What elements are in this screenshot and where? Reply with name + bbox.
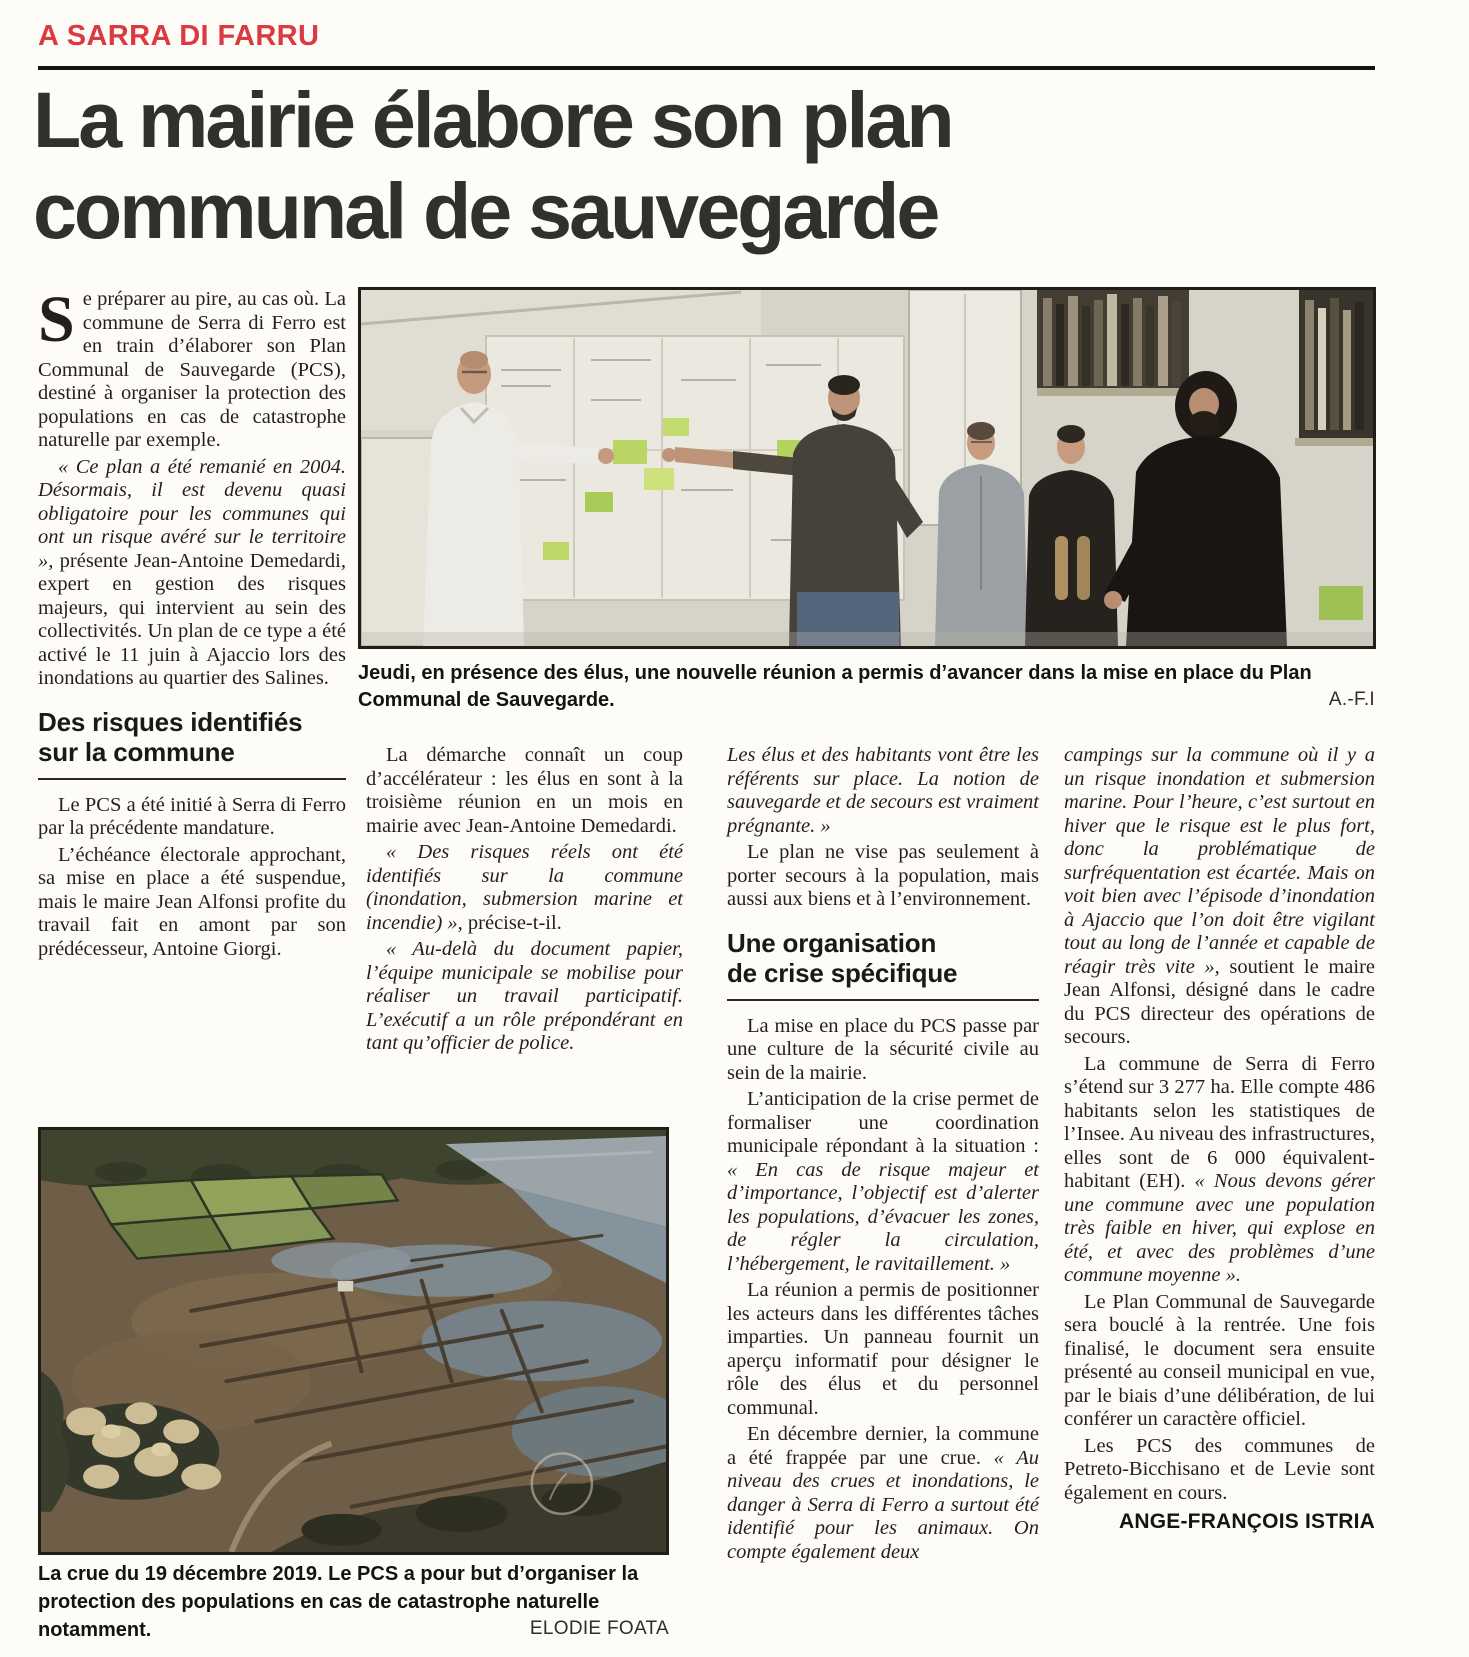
paragraph: Le Plan Communal de Sauvegarde sera bouclé à la rentrée. Une fois finalisé, le document sera ensuite présenté au conseil municipal en vue, par le biais d’une délibération, de lui conférer un caractère officiel.: [1064, 1290, 1375, 1430]
paragraph: Les PCS des communes de Petreto-Bicchisano et de Levie sont également en cours.: [1064, 1434, 1375, 1504]
paragraph: [1064, 744, 1375, 1050]
paragraph: La réunion a permis de positionner les acteurs dans les différentes tâches imparties. Un panneau fournit un aperçu informatif pour désigner le rôle des élus et du personnel communal.: [727, 1279, 1039, 1419]
quote-text: « Au niveau des crues et inondations, le danger à Serra di Ferro a surtout été identifié pour les animaux. On compte également deux: [727, 1446, 1039, 1563]
kicker-rule: [38, 66, 1375, 70]
paragraph-text: La commune de Serra di Ferro s’étend sur 3 277 ha. Elle compte 486 habitants selon les statistiques de l’Insee. Au niveau des infrastructures, elles sont de 6 000 équivalent-habitant (EH).: [1064, 1052, 1375, 1192]
subhead-line1: Une organisation: [727, 927, 937, 958]
subhead-rule: [727, 999, 1039, 1001]
meeting-photo: [358, 287, 1376, 649]
paragraph-text: En décembre dernier, la commune a été frappée par une crue.: [727, 1423, 1039, 1469]
paragraph: [1064, 1053, 1375, 1288]
quote-text: « En cas de risque majeur et d’importance, l’objectif est d’alerter les populations, d’évacuer les zones, de régler la circulation, l’hébergement, le ravitaillement. »: [727, 1158, 1039, 1275]
subhead-rule: [38, 778, 346, 780]
paragraph-text: précise-t-il.: [462, 911, 562, 934]
paragraph: Le plan ne vise pas seulement à porter secours à la population, mais aussi aux biens et à l’environnement.: [727, 841, 1039, 910]
meeting-caption: [358, 660, 1375, 714]
drop-cap: S: [38, 283, 75, 356]
column-3: [727, 744, 1039, 1567]
paragraph: [727, 744, 1039, 838]
subhead-organisation-crise: [727, 928, 1039, 988]
headline: [33, 74, 952, 256]
kicker: A SARRA DI FARRU: [38, 20, 320, 52]
column-1: [38, 283, 346, 964]
author-byline: ANGE-FRANÇOIS ISTRIA: [1119, 1510, 1375, 1533]
paragraph-text: L’anticipation de la crise permet de formaliser une coordination municipale répondant à la situation :: [727, 1088, 1039, 1157]
paragraph: La démarche connaît un coup d’accélérateur : les élus en sont à la troisième réunion en un mois en mairie avec Jean-Antoine Demedardi.: [366, 744, 683, 837]
headline-line2: communal de sauvegarde: [33, 166, 938, 255]
headline-line1: La mairie élabore son plan: [33, 75, 952, 164]
meeting-photo-graphic: [361, 290, 1373, 646]
quote-text: Les élus et des habitants vont être les référents sur place. La notion de sauvegarde et de secours est vraiment prégnante. »: [727, 744, 1039, 837]
paragraph: Le PCS a été initié à Serra di Ferro par la précédente mandature.: [38, 793, 346, 839]
column-2: [366, 744, 683, 1059]
subhead-line2: de crise spécifique: [727, 957, 958, 988]
paragraph: L’échéance électorale approchant, sa mise en place a été suspendue, mais le maire Jean Alfonsi profite du travail fait en amont par son prédécesseur, Antoine Giorgi.: [38, 843, 346, 960]
quote-text: « Au-delà du document papier, l’équipe municipale se mobilise pour réaliser un travail participatif. L’exécutif a un rôle prépondérant en tant qu’officier de police.: [366, 938, 683, 1054]
paragraph: [727, 1088, 1039, 1276]
paragraph: [366, 841, 683, 935]
flood-caption: [38, 1560, 669, 1644]
quote-text: « Des risques réels ont été identifiés sur la commune (inondation, submersion marine et incendie) »,: [366, 841, 683, 934]
subhead-line1: Des risques identifiés: [38, 706, 303, 737]
caption-text: Jeudi, en présence des élus, une nouvelle réunion a permis d’avancer dans la mise en place du Plan Communal de Sauvegarde.: [358, 662, 1312, 711]
paragraph: [366, 938, 683, 1056]
subhead-line2: sur la commune: [38, 736, 235, 767]
paragraph: [38, 456, 346, 691]
paragraph-text: soutient le maire Jean Alfonsi, désigné dans le cadre du PCS directeur des opérations de secours.: [1064, 955, 1375, 1048]
caption-text: La crue du 19 décembre 2019. Le PCS a pour but d’organiser la protection des populations en cas de catastrophe naturelle notamment.: [38, 1563, 639, 1641]
column-4: [1064, 744, 1375, 1534]
flood-photo: [38, 1127, 669, 1555]
paragraph-text: e préparer au pire, au cas où. La commune de Serra di Ferro est en train d’élaborer son Plan Communal de Sauvegarde (PCS), destiné à organiser la protection des populations en cas de catastrophe naturelle par exemple.: [38, 288, 346, 451]
subhead-risques-identifies: [38, 707, 346, 767]
paragraph: La mise en place du PCS passe par une culture de la sécurité civile au sein de la mairie.: [727, 1014, 1039, 1084]
paragraph: [727, 1423, 1039, 1564]
lead-paragraph: [38, 283, 346, 453]
paragraph-text: présente Jean-Antoine Demedardi, expert en gestion des risques majeurs, qui intervient au sein des collectivités. Un plan de ce type a été activé le 11 juin à Ajaccio lors des inondations au quartier des Salines.: [38, 549, 346, 689]
quote-text: « Ce plan a été remanié en 2004. Désormais, il est devenu quasi obligatoire pour les communes qui ont un risque avéré sur le territoire »,: [38, 455, 346, 572]
photo-credit: ELODIE FOATA: [529, 1618, 669, 1639]
quote-text: « Nous devons gérer une commune avec une population très faible en hiver, qui explose en été, et avec des problèmes d’une commune moyenne ».: [1064, 1170, 1375, 1286]
photo-credit: A.-F.I: [1328, 689, 1375, 710]
quote-text: campings sur la commune où il y a un risque inondation et submersion marine. Pour l’heure, c’est surtout en hiver que le risque est le plus fort, donc la problématique de surfréquentation est écartée. Mais on voit bien avec l’épisode d’inondation à Ajaccio que l’on doit être vigilant tout au long de l’année et capable de réagir très vite »,: [1064, 744, 1375, 978]
flood-photo-graphic: [41, 1130, 666, 1552]
